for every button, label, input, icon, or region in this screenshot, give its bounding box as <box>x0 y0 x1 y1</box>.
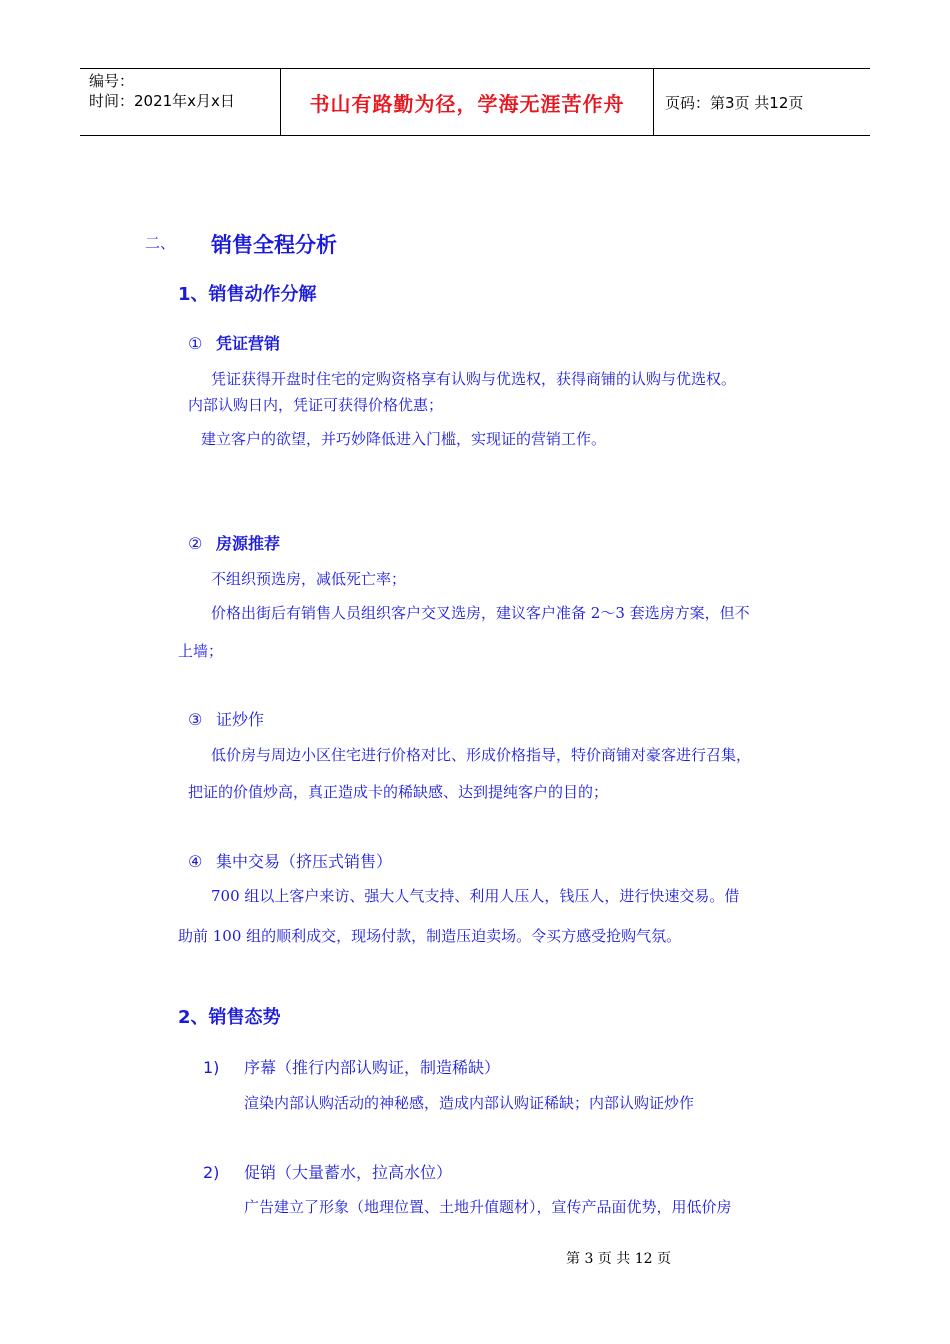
part1-title: 1、销售动作分解 <box>178 284 317 305</box>
header-motto: 书山有路勤为径，学海无涯苦作舟 <box>309 91 625 116</box>
item-title: 序幕（推行内部认购证，制造稀缺） <box>244 1058 501 1077</box>
page-header <box>80 68 870 136</box>
number-label: 编号： <box>89 72 135 90</box>
page-footer: 第 3 页 共 12 页 <box>566 1251 671 1267</box>
item-number: ① <box>188 334 203 353</box>
paragraph-line: 700 组以上客户来访、强大人气支持、利用人压人，钱压人，进行快速交易。借 <box>211 887 740 905</box>
part1-item-1-heading <box>188 331 280 354</box>
part2-item-1-heading <box>203 1055 500 1078</box>
part2-item-2-heading <box>203 1160 452 1183</box>
paragraph-line: 助前 100 组的顺利成交，现场付款，制造压迫卖场。令买方感受抢购气氛。 <box>178 927 682 945</box>
paragraph-line: 建立客户的欲望，并巧妙降低进入门槛，实现证的营销工作。 <box>201 430 607 448</box>
section-title: 销售全程分析 <box>211 233 337 257</box>
paragraph-line: 低价房与周边小区住宅进行价格对比、形成价格指导，特价商铺对豪客进行召集， <box>211 746 752 764</box>
part1-item-2-heading <box>188 531 280 554</box>
item-number: ③ <box>188 710 203 729</box>
paragraph-line: 把证的价值炒高，真正造成卡的稀缺感、达到提纯客户的目的； <box>188 783 609 801</box>
part1-item-4-heading <box>188 849 392 872</box>
paragraph-line: 渲染内部认购活动的神秘感，造成内部认购证稀缺；内部认购证炒作 <box>244 1094 695 1112</box>
paragraph-line: 内部认购日内，凭证可获得价格优惠； <box>188 396 444 414</box>
section-number: 二、 <box>145 234 176 252</box>
header-motto-cell <box>281 69 654 135</box>
time-label: 时间：2021年x月x日 <box>89 92 235 110</box>
paragraph-line: 凭证获得开盘时住宅的定购资格享有认购与优选权，获得商铺的认购与优选权。 <box>211 370 737 388</box>
item-title: 集中交易（挤压式销售） <box>216 852 393 871</box>
paragraph-line: 不组织预选房，减低死亡率； <box>211 570 407 588</box>
part2-title: 2、销售态势 <box>178 1007 281 1028</box>
paragraph-line: 上墙； <box>178 642 224 660</box>
item-number: 2) <box>203 1163 220 1182</box>
item-title: 促销（大量蓄水，拉高水位） <box>244 1163 453 1182</box>
header-page-cell <box>654 69 870 135</box>
item-title: 证炒作 <box>216 710 265 729</box>
header-meta <box>80 69 281 135</box>
item-number: ④ <box>188 852 203 871</box>
item-number: 1) <box>203 1058 220 1077</box>
header-page-label: 页码：第3页 共12页 <box>665 93 804 112</box>
paragraph-line: 价格出街后有销售人员组织客户交叉选房，建议客户准备 2～3 套选房方案，但不 <box>211 604 750 622</box>
part1-item-3-heading <box>188 707 264 730</box>
paragraph-line: 广告建立了形象（地理位置、土地升值题材），宣传产品面优势，用低价房 <box>244 1198 732 1216</box>
item-title: 凭证营销 <box>216 334 281 353</box>
item-title: 房源推荐 <box>216 534 281 553</box>
item-number: ② <box>188 534 203 553</box>
